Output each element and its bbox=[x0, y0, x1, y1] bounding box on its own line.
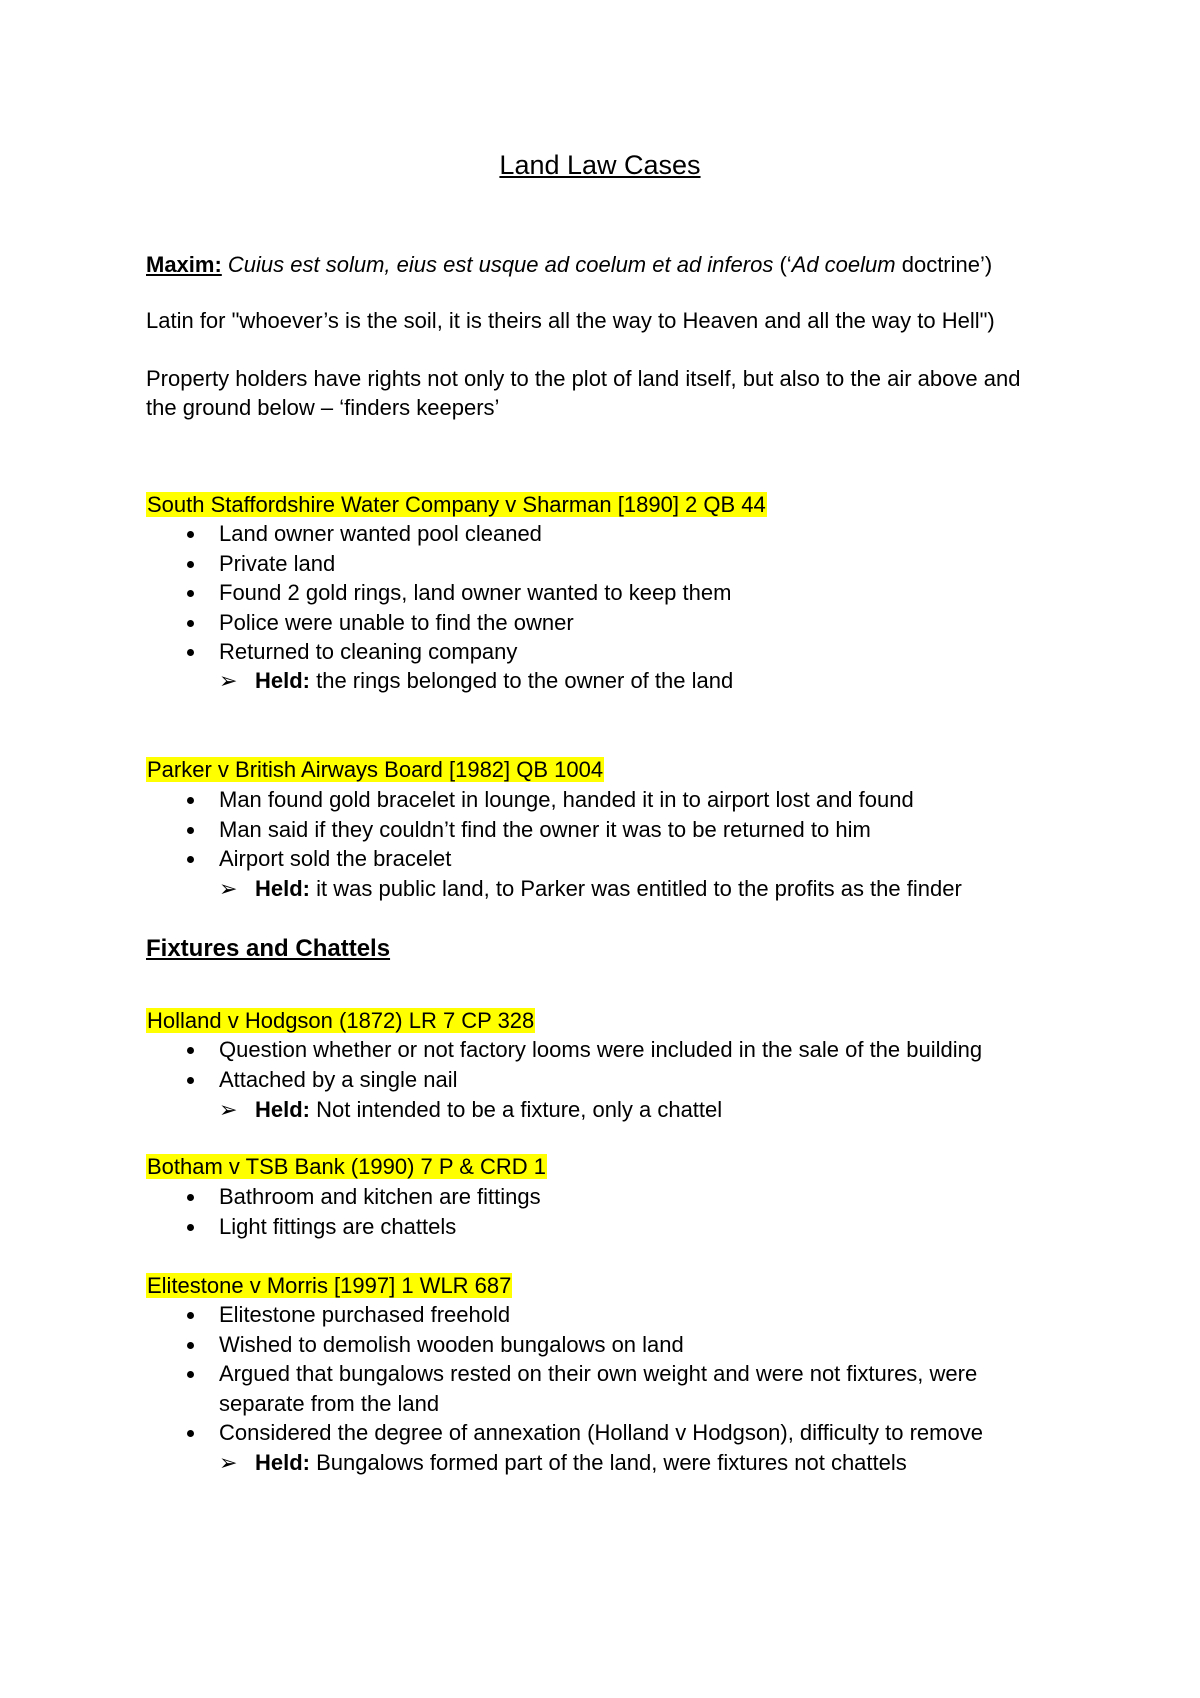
held-label: Held: bbox=[255, 876, 310, 901]
list-item: Land owner wanted pool cleaned bbox=[185, 519, 731, 549]
section-heading bbox=[146, 934, 390, 963]
maxim-explanation: Property holders have rights not only to the plot of land itself, but also to the air above and the ground below – ‘finders keepers’ bbox=[146, 366, 1021, 420]
held-text: the rings belonged to the owner of the land bbox=[310, 668, 734, 693]
case-heading bbox=[146, 490, 767, 519]
arrow-bullet-icon: ➢ bbox=[219, 668, 238, 693]
held-line bbox=[219, 1095, 722, 1124]
list-item: Attached by a single nail bbox=[185, 1065, 982, 1095]
case-heading-highlight: South Staffordshire Water Company v Sharman [1890] 2 QB 44 bbox=[147, 492, 766, 517]
arrow-bullet-icon: ➢ bbox=[219, 876, 238, 901]
case-heading bbox=[146, 1006, 535, 1035]
held-text: Not intended to be a fixture, only a chattel bbox=[310, 1097, 723, 1122]
case-heading-highlight: Elitestone v Morris [1997] 1 WLR 687 bbox=[147, 1273, 512, 1298]
case-points-list bbox=[185, 785, 914, 874]
held-line bbox=[219, 666, 733, 695]
case-heading-highlight: Holland v Hodgson (1872) LR 7 CP 328 bbox=[147, 1008, 535, 1033]
list-item: Elitestone purchased freehold bbox=[185, 1300, 977, 1330]
held-label: Held: bbox=[255, 1097, 310, 1122]
list-item: Question whether or not factory looms were included in the sale of the building bbox=[185, 1035, 982, 1065]
list-item-continuation: separate from the land bbox=[219, 1391, 440, 1416]
list-item: Man said if they couldn’t find the owner it was to be returned to him bbox=[185, 815, 914, 845]
list-item: Bathroom and kitchen are fittings bbox=[185, 1182, 541, 1212]
list-item: Returned to cleaning company bbox=[185, 637, 731, 667]
list-item: Argued that bungalows rested on their own weight and were not fixtures, were bbox=[185, 1359, 977, 1389]
held-label: Held: bbox=[255, 668, 310, 693]
section-fixtures-title: Fixtures and Chattels bbox=[146, 935, 391, 962]
arrow-bullet-icon: ➢ bbox=[219, 1097, 238, 1122]
held-text: it was public land, to Parker was entitled to the profits as the finder bbox=[310, 876, 962, 901]
case-points-list bbox=[185, 519, 731, 667]
held-label: Held: bbox=[255, 1450, 310, 1475]
maxim-line bbox=[146, 250, 992, 279]
case-heading bbox=[146, 755, 604, 784]
list-item: Police were unable to find the owner bbox=[185, 608, 731, 638]
list-item: Found 2 gold rings, land owner wanted to keep them bbox=[185, 578, 731, 608]
maxim-latin: Cuius est solum, eius est usque ad coelum et ad inferos bbox=[227, 252, 774, 277]
case-heading bbox=[146, 1271, 512, 1300]
maxim-translation: Latin for "whoever’s is the soil, it is theirs all the way to Heaven and all the way to Hell") bbox=[146, 308, 995, 333]
maxim-ad-coelum: Ad coelum bbox=[791, 252, 896, 277]
case-heading-highlight: Botham v TSB Bank (1990) 7 P & CRD 1 bbox=[147, 1154, 547, 1179]
list-item: Man found gold bracelet in lounge, handed it in to airport lost and found bbox=[185, 785, 914, 815]
maxim-paren-open: (‘ bbox=[773, 252, 792, 277]
held-text: Bungalows formed part of the land, were fixtures not chattels bbox=[310, 1450, 907, 1475]
list-item: Airport sold the bracelet bbox=[185, 844, 914, 874]
list-item: Considered the degree of annexation (Holland v Hodgson), difficulty to remove bbox=[185, 1418, 983, 1448]
maxim-paren-close: doctrine’) bbox=[895, 252, 993, 277]
case-points-list bbox=[185, 1418, 983, 1448]
case-heading bbox=[146, 1152, 547, 1181]
case-points-list bbox=[185, 1182, 541, 1241]
case-points-list bbox=[185, 1300, 977, 1389]
list-item: Private land bbox=[185, 549, 731, 579]
held-line bbox=[219, 1448, 907, 1477]
list-item: Wished to demolish wooden bungalows on land bbox=[185, 1330, 977, 1360]
maxim-label: Maxim: bbox=[146, 252, 222, 277]
page-title: Land Law Cases bbox=[499, 150, 701, 180]
held-line bbox=[219, 874, 962, 903]
case-heading-highlight: Parker v British Airways Board [1982] QB 1004 bbox=[147, 757, 604, 782]
list-item: Light fittings are chattels bbox=[185, 1212, 541, 1242]
case-points-list bbox=[185, 1035, 982, 1094]
arrow-bullet-icon: ➢ bbox=[219, 1450, 238, 1475]
